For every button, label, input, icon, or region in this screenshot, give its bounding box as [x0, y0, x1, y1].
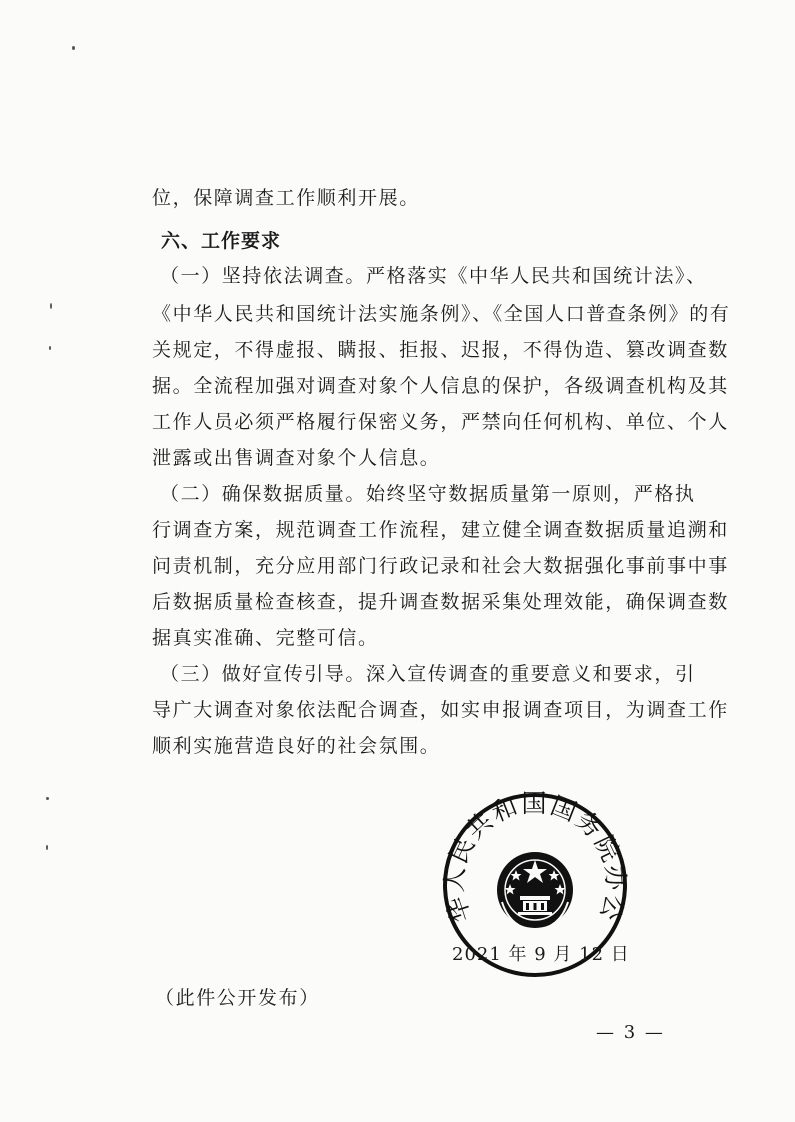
scan-speck	[46, 845, 48, 850]
body-line: 关规定，不得虚报、瞒报、拒报、迟报，不得伪造、篡改调查数	[152, 339, 729, 361]
scan-speck	[50, 303, 52, 309]
body-line: 据真实准确、完整可信。	[152, 627, 379, 649]
body-line: 位，保障调查工作顺利开展。	[152, 187, 420, 209]
body-line: 《中华人民共和国统计法实施条例》、《全国人口普查条例》的有	[152, 303, 731, 325]
body-line: 工作人员必须严格履行保密义务，严禁向任何机构、单位、个人	[152, 411, 729, 433]
body-line: 据。全流程加强对调查对象个人信息的保护，各级调查机构及其	[152, 375, 729, 397]
body-line: 问责机制，充分应用部门行政记录和社会大数据强化事前事中事	[152, 555, 729, 577]
body-line: 顺利实施营造良好的社会氛围。	[152, 735, 441, 757]
body-line: （一）坚持依法调查。严格落实《中华人民共和国统计法》、	[160, 265, 707, 287]
body-line: （三）做好宣传引导。深入宣传调查的重要意义和要求，引	[160, 663, 696, 685]
section-heading: 六、工作要求	[161, 230, 282, 252]
scan-speck	[72, 46, 75, 50]
body-line: （二）确保数据质量。始终坚守数据质量第一原则，严格执	[160, 483, 696, 505]
seal-text: 华人民共和国国务院办公	[440, 790, 630, 926]
body-line: 后数据质量检查核查，提升调查数据采集处理效能，确保调查数	[152, 591, 729, 613]
body-line: 行调查方案，规范调查工作流程，建立健全调查数据质量追溯和	[152, 519, 729, 541]
issue-date: 2021 年 9 月 12 日	[452, 944, 630, 965]
page-number: — 3 —	[596, 1022, 665, 1043]
body-line: 导广大调查对象依法配合调查，如实申报调查项目，为调查工作	[152, 699, 729, 721]
scan-speck	[46, 797, 49, 800]
national-emblem-icon	[497, 852, 573, 930]
scan-speck	[49, 346, 51, 350]
release-note: （此件公开发布）	[155, 987, 320, 1009]
body-line: 泄露或出售调查对象个人信息。	[152, 447, 441, 469]
